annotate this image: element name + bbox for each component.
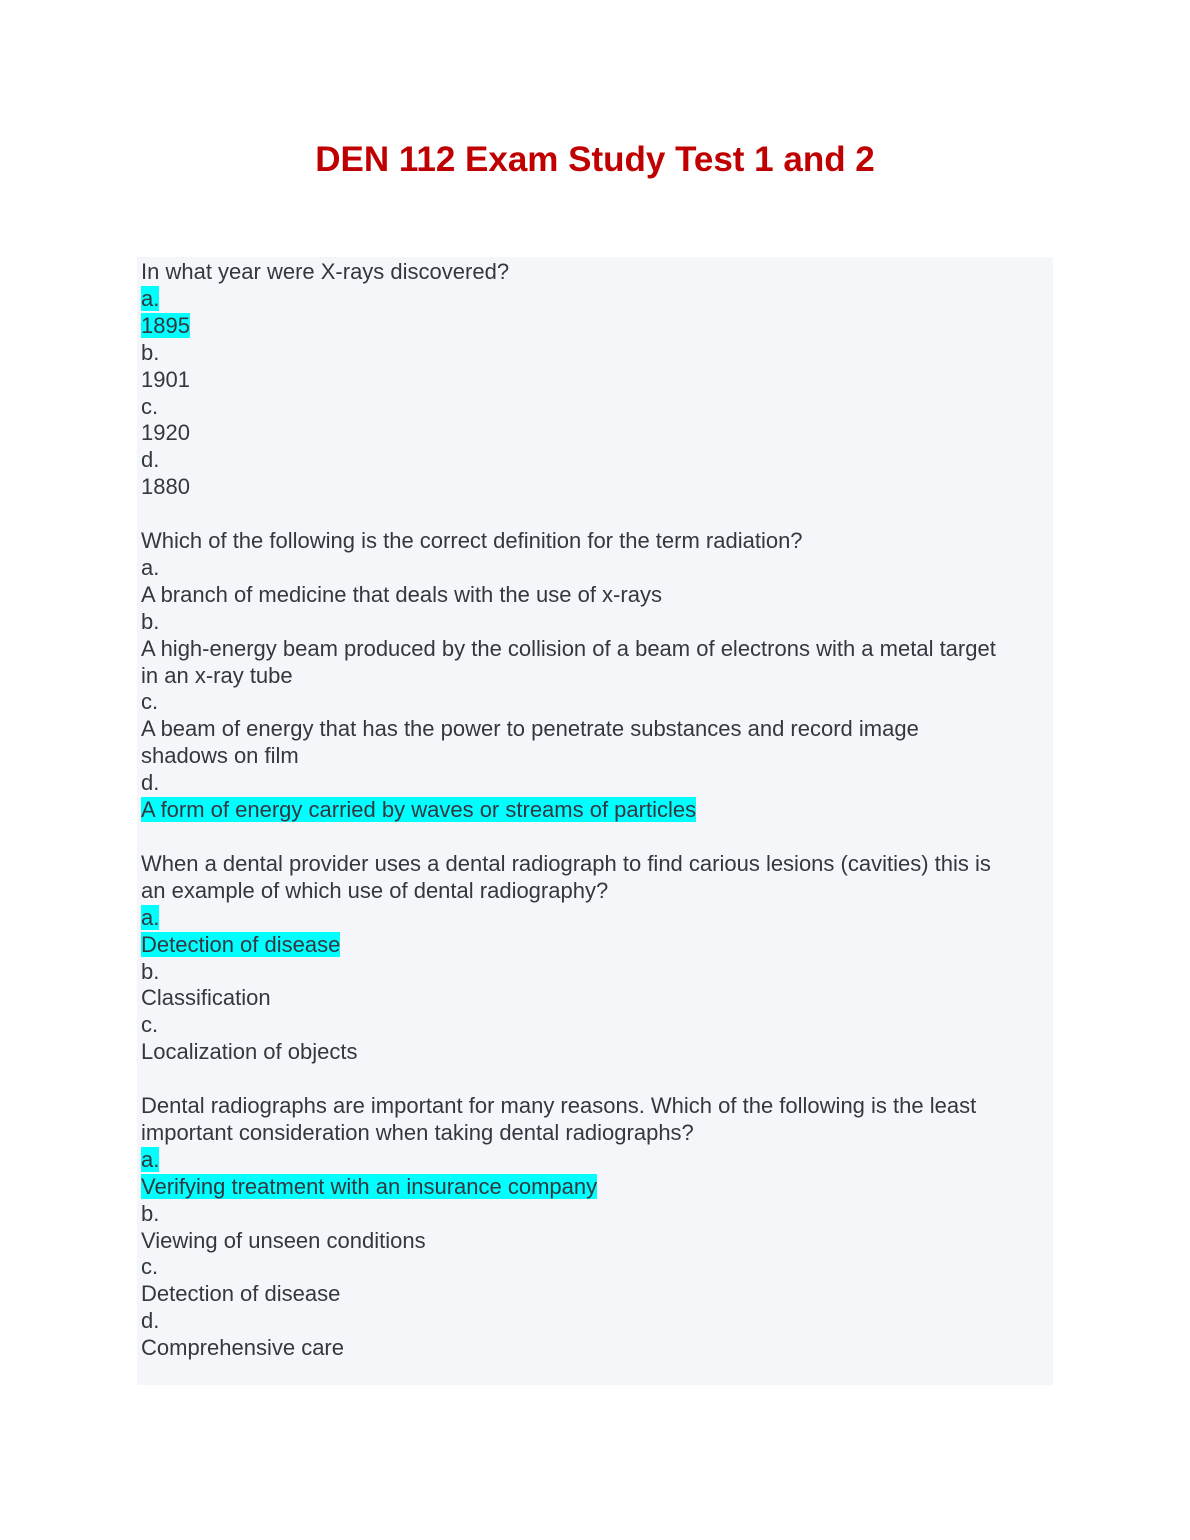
- option-letter: c.: [141, 393, 159, 419]
- question-prompt: important consideration when taking dental radiographs?: [141, 1119, 694, 1145]
- option-text: Viewing of unseen conditions: [141, 1227, 426, 1253]
- question-1: [141, 259, 1053, 501]
- question-3: [141, 851, 1053, 1066]
- option-text: in an x-ray tube: [141, 662, 293, 688]
- option-text: 1880: [141, 474, 190, 500]
- option-letter: c.: [141, 689, 159, 715]
- option-text: Localization of objects: [141, 1039, 358, 1065]
- question-prompt: Dental radiographs are important for many reasons. Which of the following is the least: [141, 1093, 977, 1119]
- option-letter: c.: [141, 1012, 159, 1038]
- question-4: [141, 1093, 1053, 1362]
- page-title: DEN 112 Exam Study Test 1 and 2: [315, 140, 875, 179]
- question-prompt: When a dental provider uses a dental radiograph to find carious lesions (cavities) this is: [141, 850, 991, 876]
- question-2: [141, 528, 1053, 824]
- option-text: 1920: [141, 420, 190, 446]
- option-letter: b.: [141, 339, 160, 365]
- option-text: shadows on film: [141, 743, 299, 769]
- option-letter: a.: [141, 285, 160, 311]
- option-letter: b.: [141, 958, 160, 984]
- option-text: Detection of disease: [141, 1281, 341, 1307]
- option-text: A form of energy carried by waves or streams of particles: [141, 797, 697, 823]
- option-text: Comprehensive care: [141, 1335, 344, 1361]
- option-text: Detection of disease: [141, 931, 341, 957]
- option-letter: a.: [141, 904, 160, 930]
- question-prompt: Which of the following is the correct definition for the term radiation?: [141, 528, 803, 554]
- option-text: 1901: [141, 366, 190, 392]
- option-text: 1895: [141, 312, 190, 338]
- question-panel: [137, 257, 1053, 1385]
- question-prompt: an example of which use of dental radiography?: [141, 877, 609, 903]
- option-letter: d.: [141, 447, 160, 473]
- option-letter: b.: [141, 608, 160, 634]
- option-text: Verifying treatment with an insurance company: [141, 1173, 598, 1199]
- option-text: A branch of medicine that deals with the use of x-rays: [141, 581, 662, 607]
- question-prompt: In what year were X-rays discovered?: [141, 259, 510, 284]
- option-text: A beam of energy that has the power to penetrate substances and record image: [141, 716, 919, 742]
- option-letter: d.: [141, 1308, 160, 1334]
- option-letter: d.: [141, 770, 160, 796]
- option-letter: c.: [141, 1254, 159, 1280]
- option-letter: b.: [141, 1200, 160, 1226]
- option-text: Classification: [141, 985, 271, 1011]
- option-letter: a.: [141, 1146, 160, 1172]
- option-text: A high-energy beam produced by the collision of a beam of electrons with a metal target: [141, 635, 996, 661]
- option-letter: a.: [141, 554, 160, 580]
